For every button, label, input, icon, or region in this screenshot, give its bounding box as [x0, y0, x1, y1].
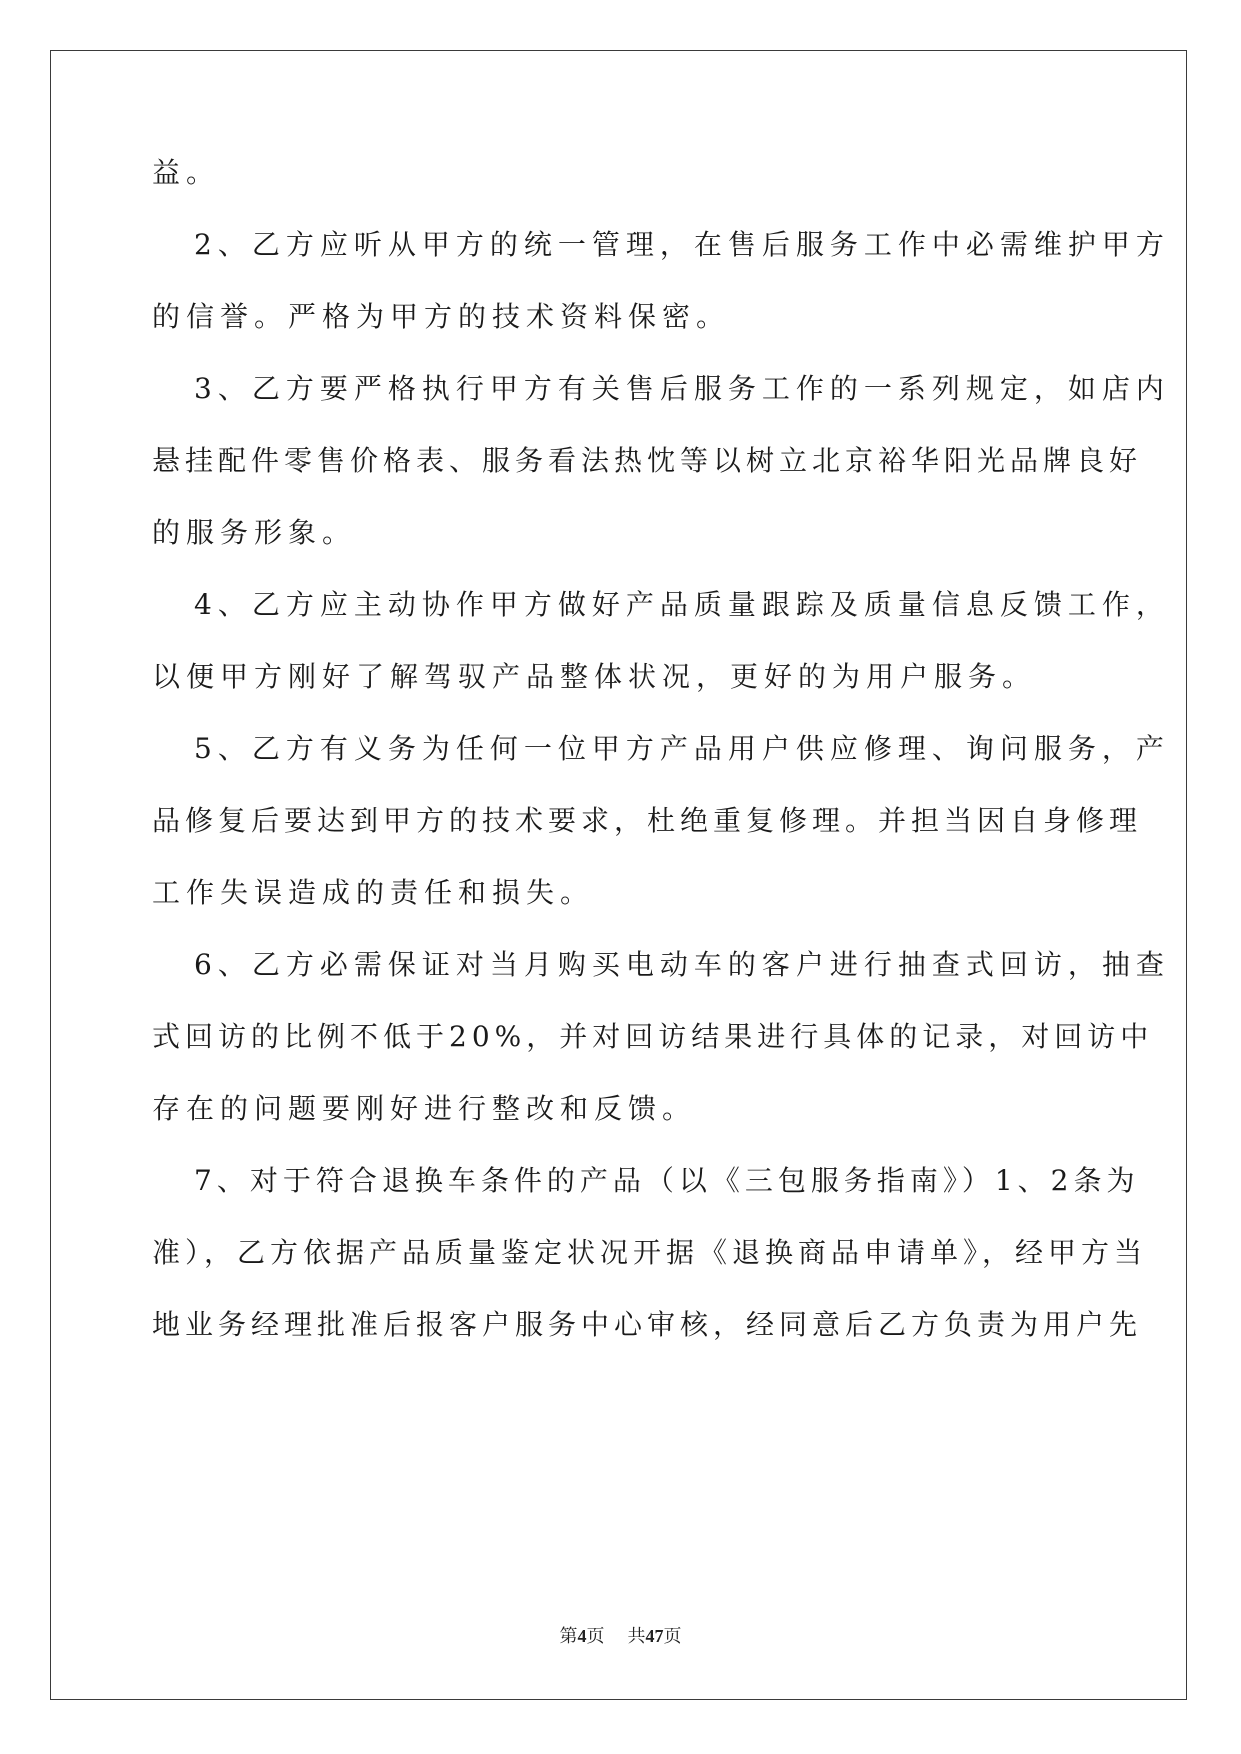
text-line: 7、对于符合退换车条件的产品（以《三包服务指南》）1、2条为 [194, 1164, 1140, 1197]
total-prefix: 共 [627, 1626, 646, 1647]
page-prefix: 第 [559, 1626, 578, 1647]
text-line: 地业务经理批准后报客户服务中心审核，经同意后乙方负责为用户先 [152, 1308, 1143, 1341]
text-line: 益。 [152, 156, 221, 189]
page-number: 4 [577, 1626, 587, 1646]
text-line: 2、乙方应听从甲方的统一管理，在售后服务工作中必需维护甲方 [194, 228, 1170, 261]
text-line: 工作失误造成的责任和损失。 [152, 876, 595, 909]
page-suffix: 页 [586, 1626, 605, 1647]
text-line: 3、乙方要严格执行甲方有关售后服务工作的一系列规定，如店内 [194, 372, 1170, 405]
total-suffix: 页 [663, 1626, 682, 1647]
page-footer [0, 1622, 1241, 1648]
text-line: 式回访的比例不低于20%，并对回访结果进行具体的记录，对回访中 [152, 1020, 1154, 1053]
text-line: 准），乙方依据产品质量鉴定状况开据《退换商品申请单》，经甲方当 [152, 1236, 1148, 1269]
text-line: 品修复后要达到甲方的技术要求，杜绝重复修理。并担当因自身修理 [152, 804, 1143, 837]
text-line: 悬挂配件零售价格表、服务看法热忱等以树立北京裕华阳光品牌良好 [152, 444, 1143, 477]
text-line: 4、乙方应主动协作甲方做好产品质量跟踪及质量信息反馈工作， [194, 588, 1170, 621]
text-line: 的服务形象。 [152, 516, 357, 549]
text-line: 以便甲方刚好了解驾驭产品整体状况，更好的为用户服务。 [152, 660, 1037, 693]
total-pages: 47 [645, 1626, 664, 1646]
text-line: 存在的问题要刚好进行整改和反馈。 [152, 1092, 697, 1125]
text-line: 6、乙方必需保证对当月购买电动车的客户进行抽查式回访，抽查 [194, 948, 1170, 981]
text-line: 的信誉。严格为甲方的技术资料保密。 [152, 300, 731, 333]
text-line: 5、乙方有义务为任何一位甲方产品用户供应修理、询问服务，产 [194, 732, 1170, 765]
